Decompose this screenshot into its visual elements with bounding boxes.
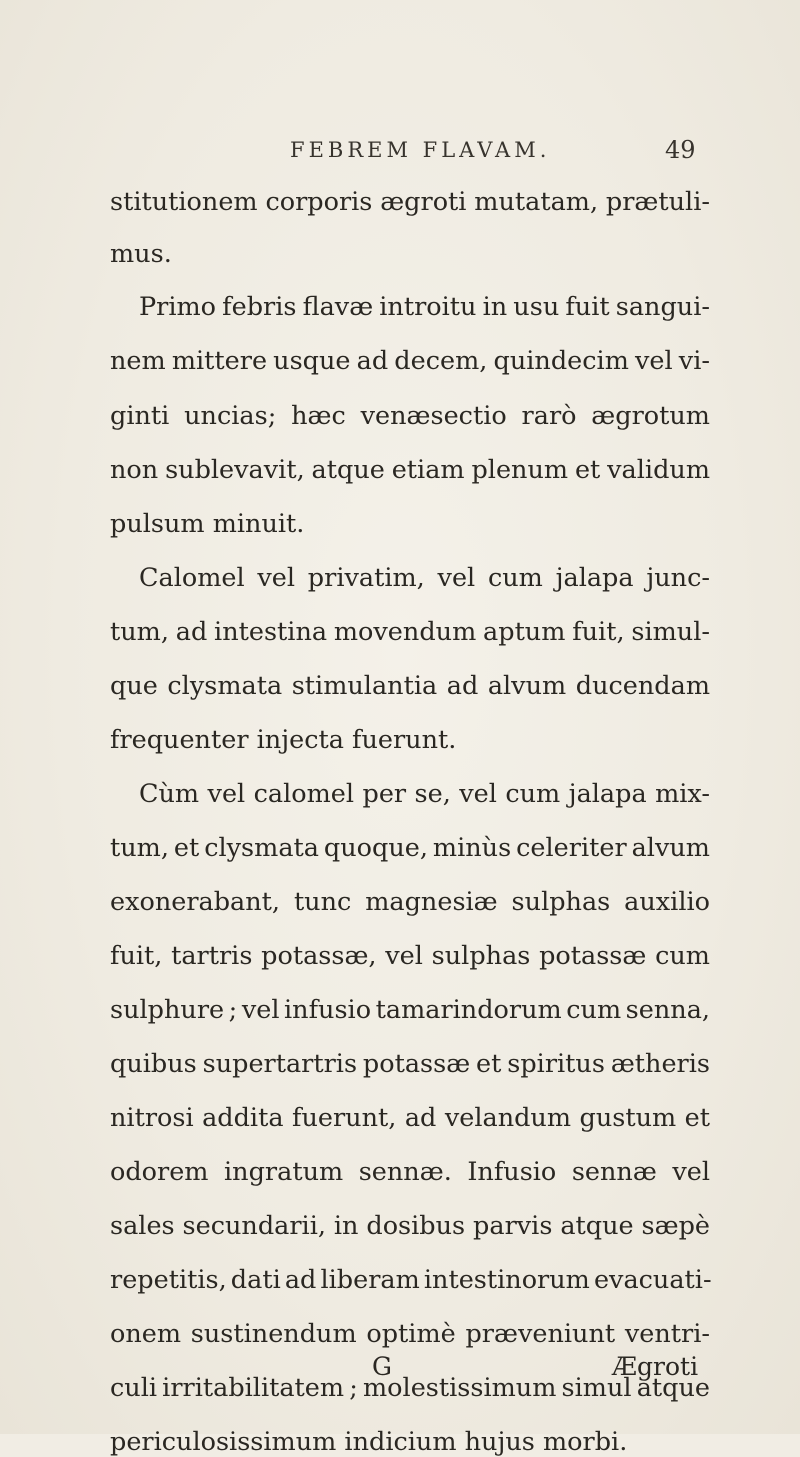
text-line: mus. (110, 239, 172, 269)
catchword: Ægroti (612, 1352, 699, 1381)
text-line: Primo febris flavæ introitu in usu fuit sangui- (139, 292, 710, 322)
page-header (0, 138, 800, 178)
text-line: ginti uncias; hæc venæsectio rarò ægrotum (110, 401, 710, 431)
text-line: pulsum minuit. (110, 509, 305, 539)
text-line: nitrosi addita fuerunt, ad velandum gustum et (110, 1103, 711, 1133)
text-line: que clysmata stimulantia ad alvum ducendam (110, 671, 711, 701)
text-line: exonerabant, tunc magnesiæ sulphas auxilio (110, 887, 710, 917)
text-line: repetitis, dati ad liberam intestinorum evacuati- (110, 1265, 712, 1295)
text-line: Cùm vel calomel per se, vel cum jalapa mix- (139, 779, 710, 809)
text-line: Calomel vel privatim, vel cum jalapa junc- (139, 563, 710, 593)
text-line: nem mittere usque ad decem, quindecim vel vi- (110, 346, 710, 376)
text-line: periculosissimum indicium hujus morbi. (110, 1427, 628, 1457)
text-line: non sublevavit, atque etiam plenum et validum (110, 455, 711, 485)
signature-mark: G (372, 1352, 392, 1381)
text-line: tum, et clysmata quoque, minùs celeriter alvum (110, 833, 710, 863)
text-line: culi irritabilitatem ; molestissimum simul atque (110, 1373, 711, 1403)
running-head: FEBREM FLAVAM. (290, 138, 551, 162)
text-line: onem sustinendum optimè præveniunt ventri- (110, 1319, 710, 1349)
text-line: tum, ad intestina movendum aptum fuit, simul- (110, 617, 710, 647)
page-number: 49 (665, 136, 696, 164)
text-line: quibus supertartris potassæ et spiritus ætheris (110, 1049, 710, 1079)
text-line: fuit, tartris potassæ, vel sulphas potassæ cum (110, 941, 710, 971)
text-line: sales secundarii, in dosibus parvis atque sæpè (110, 1211, 711, 1241)
text-line: odorem ingratum sennæ. Infusio sennæ vel (110, 1157, 711, 1187)
text-line: stitutionem corporis ægroti mutatam, prætuli- (110, 187, 710, 217)
page-footer (0, 1352, 800, 1392)
text-line: sulphure ; vel infusio tamarindorum cum senna, (110, 995, 711, 1025)
text-line: frequenter injecta fuerunt. (110, 725, 457, 755)
